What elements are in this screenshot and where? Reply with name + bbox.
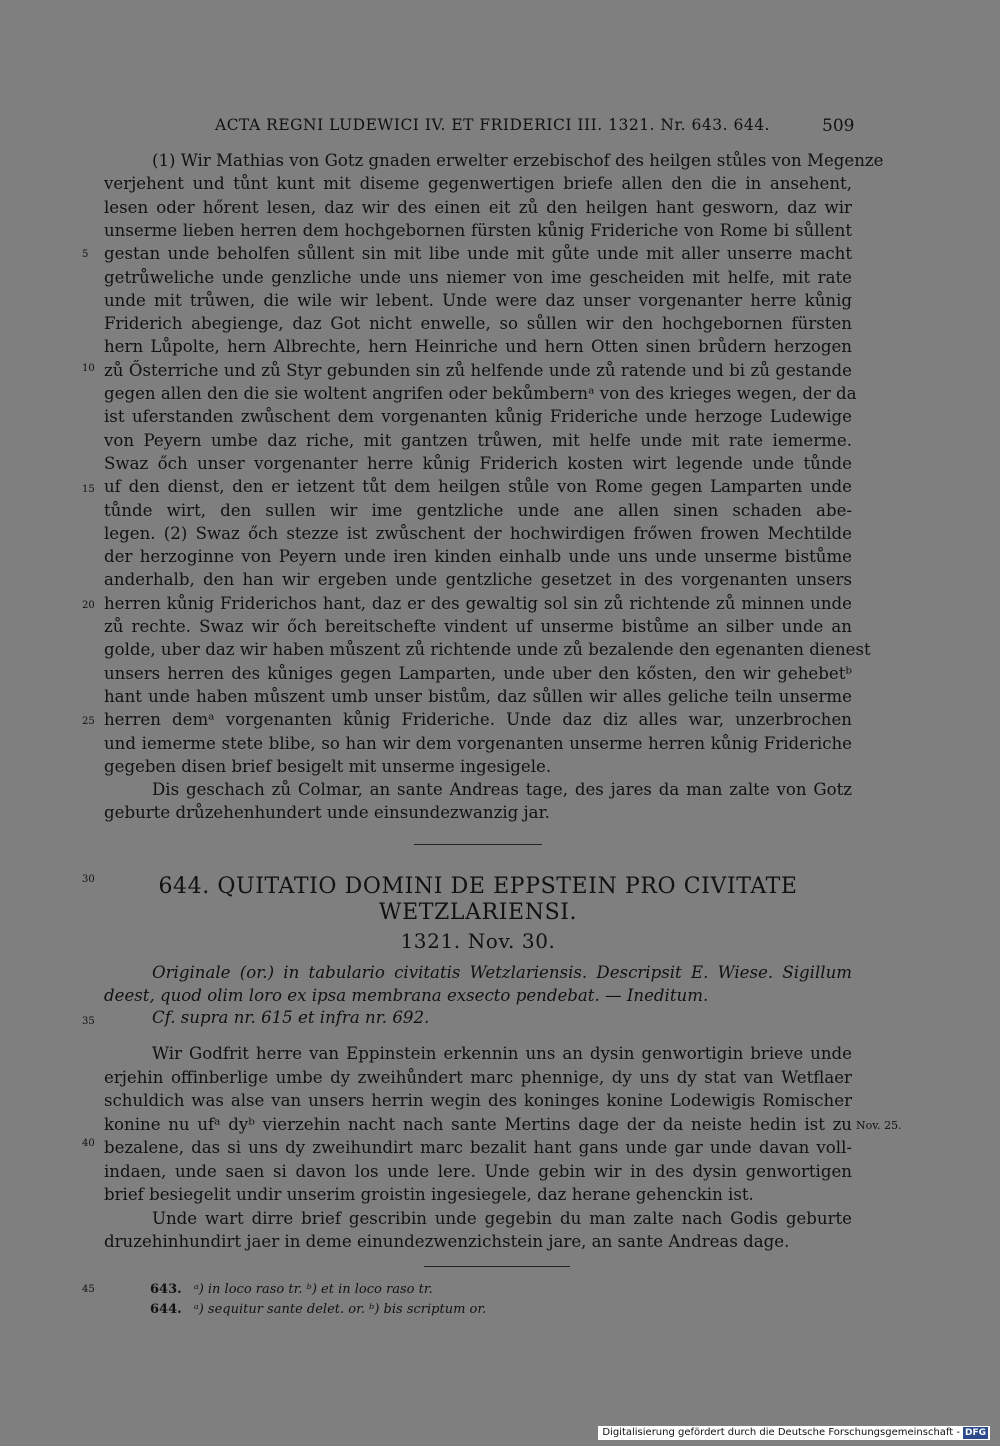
text-line: bezalene, das si uns dy zweihundirt marc bezalit hant gans unde gar unde davan voll- [104,1138,852,1157]
text-line: der herzoginne von Peyern unde iren kinden einhalb unde uns unde unserme bistůme [104,547,852,567]
document-644-title-line1: 644. QUITATIO DOMINI DE EPPSTEIN PRO CIVITATE [158,874,798,899]
text-line: indaen, unde saen si davon los unde lere. Unde gebin wir in des dysin genwortigen [104,1161,852,1181]
line-number: 35 [82,1016,95,1027]
footer-text: Digitalisierung gefördert durch die Deutsche Forschungsgemeinschaft - [602,1427,960,1438]
page-number: 509 [822,116,855,136]
text-line: uf den dienst, den er ietzent tůt dem heilgen stůle von Rome gegen Lamparten unde [104,477,852,497]
footnote-number: 644. [150,1302,182,1317]
text-line: zů Ősterriche und zů Styr gebunden sin zů helfende unde zů ratende und bi zů gestande [104,360,852,380]
source-line: Cf. supra nr. 615 et infra nr. 692. [152,1008,430,1027]
line-number: 5 [82,249,89,260]
text-line: anderhalb, den han wir ergeben unde gentzliche gesetzet in des vorgenanten unsers [104,570,852,590]
footnote-text: ᵃ) in loco raso tr. ᵇ) et in loco raso tr. [193,1282,433,1297]
text-line: lesen oder hőrent lesen, daz wir des einen eit zů den heilgen hant gesworn, daz wir [104,197,852,217]
text-line: ist uferstanden zwůschent dem vorgenanten kůnig Frideriche unde herzoge Ludewige [104,407,852,427]
text-line: schuldich was alse van unsers herrin wegin des koninges konine Lodewigis Romischer [104,1091,852,1110]
line-number: 15 [82,484,95,495]
text-line: getrůweliche unde genzliche unde uns niemer von ime gescheiden mit helfe, mit rate [104,267,852,287]
text-line: (1) Wir Mathias von Gotz gnaden erwelter erzebischof des heilgen stůles von Megenze [152,151,884,170]
divider-footnotes [424,1266,570,1267]
text-line: erjehin offinberlige umbe dy zweihůndert marc phennige, dy uns dy stat van Wetflaer [104,1067,852,1087]
text-line: von Peyern umbe daz riche, mit gantzen trůwen, mit helfe unde mit rate iemerme. [104,430,852,450]
footnote-644 [150,1302,486,1317]
text-line: herren kůnig Friderichos hant, daz er des gewaltig sol sin zů richtende zů minnen unde [104,593,852,613]
text-line: und iemerme stete blibe, so han wir dem vorgenanten unserme herren kůnig Frideriche [104,733,852,753]
text-line: Friderich abegienge, daz Got nicht enwelle, so sůllen wir den hochgebornen fürsten [104,314,852,334]
line-number: 40 [82,1138,95,1149]
divider-643 [414,844,542,845]
text-line: verjehent und tůnt kunt mit diseme gegenwertigen briefe allen den die in ansehent, [104,174,852,194]
line-number: 10 [82,363,95,374]
line-number: 45 [82,1284,95,1295]
line-number: 30 [82,874,95,885]
text-line: brief besiegelit undir unserim groistin ingesiegele, daz herane gehenckin ist. [104,1185,754,1204]
funding-footer [598,1426,990,1440]
text-line: Wir Godfrit herre van Eppinstein erkennin uns an dysin genwortigin brieve unde [152,1044,852,1063]
source-line: deest, quod olim loro ex ipsa membrana exsecto pendebat. — Ineditum. [104,985,709,1005]
margin-date-note: Nov. 25. [856,1119,902,1132]
text-line: unde mit trůwen, die wile wir lebent. Unde were daz unser vorgenanter herre kůnig [104,290,852,310]
text-line: druzehinhundirt jaer in deme einundezwenzichstein jare, an sante Andreas dage. [104,1232,790,1251]
source-line: Originale (or.) in tabulario civitatis Wetzlariensis. Descripsit E. Wiese. Sigillum [152,963,852,982]
text-line: gegen allen den die sie woltent angrifen oder bekůmbernᵃ von des krieges wegen, der da [104,384,857,403]
running-title: ACTA REGNI LUDEWICI IV. ET FRIDERICI III. 1321. Nr. 643. 644. [215,116,770,134]
text-line: tůnde wirt, den sullen wir ime gentzliche unde ane allen sinen schaden abe- [104,500,852,520]
text-line: unsers herren des kůniges gegen Lamparten, unde uber den kősten, den wir gehebetᵇ [104,663,852,683]
document-644-date: 1321. Nov. 30. [400,929,556,953]
text-line: geburte drůzehenhundert unde einsundezwanzig jar. [104,803,550,823]
text-line: unserme lieben herren dem hochgebornen fürsten kůnig Frideriche von Rome bi sůllent [104,220,852,240]
text-line: gestan unde beholfen sůllent sin mit libe unde mit gůte unde mit aller unserre macht [104,244,852,264]
text-line: Dis geschach zů Colmar, an sante Andreas tage, des jares da man zalte von Gotz [152,780,852,800]
dfg-logo: DFG [964,1428,986,1438]
footnote-text: ᵃ) sequitur sante delet. or. ᵇ) bis scriptum or. [193,1302,487,1317]
line-number: 20 [82,600,95,611]
text-line: golde, uber daz wir haben můszent zů richtende unde zů bezalende den egenanten dienest [104,640,871,660]
text-line: gegeben disen brief besigelt mit unserme ingesigele. [104,756,552,776]
text-line: konine nu ufᵃ dyᵇ vierzehin nacht nach sante Mertins dage der da neiste hedin ist zu [104,1114,852,1134]
text-line: hern Lůpolte, hern Albrechte, hern Heinriche und hern Otten sinen brůdern herzogen [104,337,852,357]
footnote-number: 643. [150,1282,182,1297]
text-line: Unde wart dirre brief gescribin unde gegebin du man zalte nach Godis geburte [152,1208,852,1228]
text-line: hant unde haben můszent umb unser bistům, daz sůllen wir alles geliche teiln unserme [104,686,852,706]
line-number: 25 [82,716,95,727]
text-line: Swaz őch unser vorgenanter herre kůnig Friderich kosten wirt legende unde tůnde [104,453,852,473]
document-644-title-line2: WETZLARIENSI. [378,900,578,925]
text-line: legen. (2) Swaz őch stezze ist zwůschent der hochwirdigen frőwen frowen Mechtilde [104,523,852,543]
text-line: herren demᵃ vorgenanten kůnig Frideriche. Unde daz diz alles war, unzerbrochen [104,710,852,730]
footnote-643 [150,1282,433,1297]
text-line: zů rechte. Swaz wir őch bereitschefte vindent uf unserme bistůme an silber unde an [104,617,852,636]
